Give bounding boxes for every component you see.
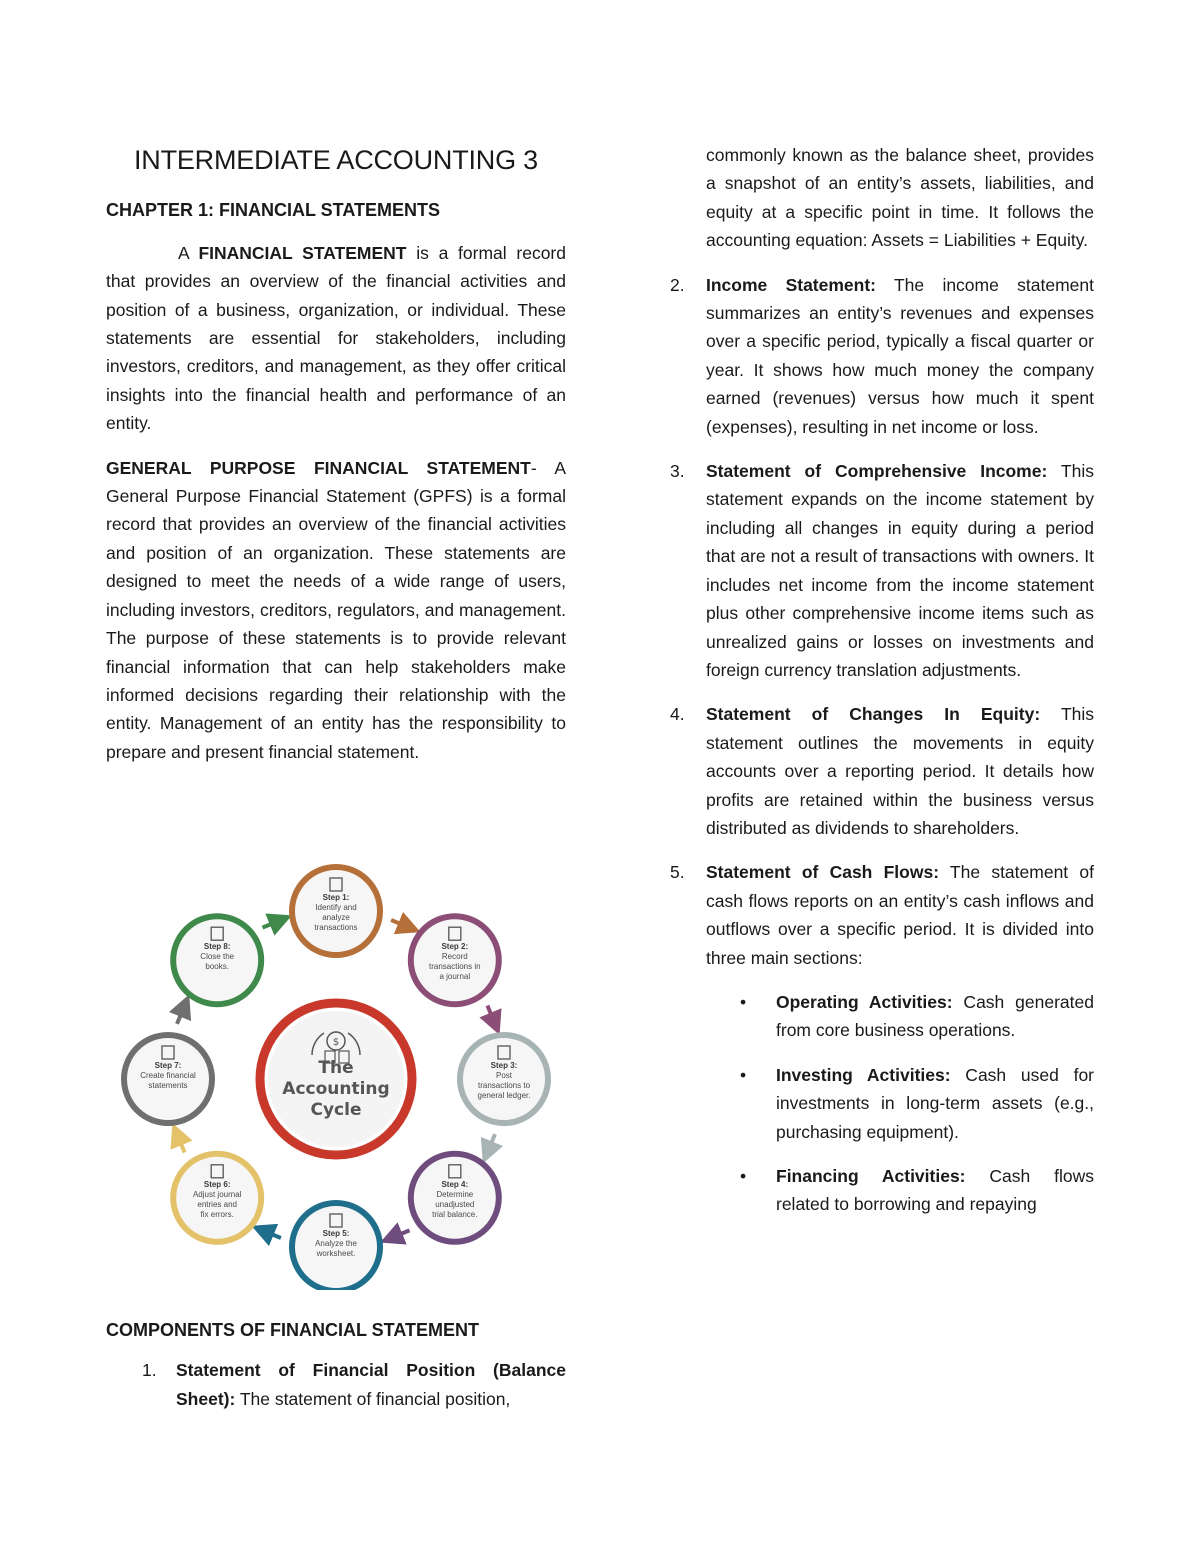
component-term: Statement of Cash Flows: [706,862,940,883]
component-term: Income Statement: [706,274,876,295]
center-line-2: Accounting [282,1079,390,1099]
step-description-line: Analyze the [315,1239,357,1248]
step-5-circle [292,1203,380,1290]
step-description-line: unadjusted [435,1199,475,1209]
component-text: The income statement summarizes an entity’s revenues and expenses over a specific period, typically a fiscal quarter or year. It shows how much money the company earned (revenues) versus how much it spent (expenses), resulting in net income or loss. [706,274,1094,437]
component-1-continuation: commonly known as the balance sheet, provides a snapshot of an entity’s assets, liabilities, and equity at a specific point in time. It follows the accounting equation: Assets = Liabilities + Equity. [706,145,1094,251]
bullet-text: Cash used for investments in long-term assets (e.g., purchasing equipment). [776,1064,1095,1142]
cash-flow-bullet-financing [670,1162,1094,1219]
step-title: Step 2: [441,942,469,952]
step-6-circle [173,1154,261,1242]
bullet-term: Investing Activities: [776,1064,951,1085]
step-title: Step 1: [322,893,350,902]
document-title: INTERMEDIATE ACCOUNTING 3 [133,145,539,175]
component-text: This statement outlines the movements in equity accounts over a reporting period. It details how profits are retained within the business versus distributed as dividends to shareholders. [706,704,1095,838]
center-circle [260,1003,412,1155]
chapter-heading: CHAPTER 1: FINANCIAL STATEMENTS [106,200,441,221]
cycle-arrow [263,920,281,928]
cycle-arrow [177,1134,185,1152]
step-title: Step 8: [203,942,231,952]
step-description-line: analyze [322,913,350,922]
component-text: This statement expands on the income statement by including all changes in equity during a period that are not a result of transactions with owners. It includes net income from the income statement plus other comprehensive income items such as unrealized gains or losses on investments and foreign currency translation adjustments. [706,461,1094,680]
svg-text:$: $ [332,1037,340,1048]
step-description-line: general ledger. [477,1091,531,1100]
component-number: 4. [670,704,685,725]
component-item-4 [670,700,1094,842]
step-description-line: transactions [314,923,358,932]
step-description-line: books. [205,962,229,972]
cycle-arrow [263,1230,281,1238]
component-item-2 [670,271,1094,441]
center-line-1: The [318,1058,354,1078]
step-description-line: transactions in [429,962,481,972]
bullet-text: Cash generated from core business operations. [776,991,1094,1041]
cycle-arrow [487,1006,495,1024]
bullet-text: Cash flows related to borrowing and repaying [776,1166,1094,1215]
step-description-line: Close the [200,952,235,962]
bullet-symbol: • [740,991,747,1012]
step-description-line: Create financial [140,1071,196,1080]
step-1-circle [292,867,380,955]
step-description-line: a journal [439,972,471,982]
step-description-line: Determine [436,1189,474,1199]
accounting-cycle-diagram [112,845,560,1290]
components-heading: COMPONENTS OF FINANCIAL STATEMENT [106,1320,479,1340]
step-description-line: Identify and [315,903,357,912]
intro-paragraph [106,239,566,438]
step-description-line: Record [441,952,468,962]
step-description-line: fix errors. [200,1209,234,1219]
cash-flow-bullet-operating [670,988,1094,1045]
component-term: Statement of Changes In Equity: [706,704,1041,725]
step-description-line: Adjust journal [192,1189,242,1199]
bullet-term: Operating Activities: [776,991,953,1012]
component-item-1 [106,1356,566,1413]
cycle-arrow [177,1006,185,1024]
component-text: The statement of financial position, [235,1388,511,1409]
step-7-circle [124,1035,212,1123]
cycle-arrow [391,1230,409,1238]
component-number: 1. [142,1360,157,1381]
cash-flow-bullet-investing [670,1061,1094,1146]
bullet-symbol: • [740,1166,747,1186]
component-term: Statement of Comprehensive Income: [706,461,1048,482]
step-3-circle [460,1035,548,1123]
component-number: 5. [670,862,685,883]
bullet-term: Financing Activities: [776,1166,966,1186]
component-number: 2. [670,274,685,295]
step-description-line: statements [148,1081,188,1090]
step-description-line: trial balance. [432,1209,478,1219]
step-description-line: worksheet. [316,1249,356,1258]
right-column [670,141,1094,1235]
gpfs-paragraph [106,454,566,766]
gpfs-text: - A General Purpose Financial Statement (GPFS) is a formal record that provides an overview of the financial activities and position of an organization. These statements are designed to meet the needs of a wide range of users, including investors, creditors, regulators, and management. The purpose of these statements is to provide relevant financial information that can help stakeholders make informed decisions regarding their relationship with the entity. Management of an entity has the responsibility to prepare and present financial statement. [106,457,566,762]
step-8-circle [173,916,261,1004]
step-2-circle [411,916,499,1004]
step-description-line: transactions to [477,1081,531,1090]
components-section [106,1308,566,1413]
step-title: Step 4: [441,1179,469,1189]
cycle-arrow [487,1134,495,1152]
component-text: The statement of cash flows reports on an entity’s cash inflows and outflows over a specific period. It is divided into three main sections: [706,862,1094,968]
intro-prefix: A [178,242,199,263]
center-line-3: Cycle [310,1100,362,1120]
step-title: Step 5: [322,1229,350,1238]
step-title: Step 6: [203,1179,231,1189]
bullet-symbol: • [740,1064,747,1085]
intro-term: FINANCIAL STATEMENT [198,242,407,263]
cycle-arrow [391,920,409,928]
component-term: Statement of Financial Position (Balance Sheet): [176,1360,566,1409]
step-description-line: Post [495,1071,513,1080]
intro-text: is a formal record that provides an overview of the financial activities and position of a business, organization, or individual. These statements are essential for stakeholders, including investors, creditors, and management, as they offer critical insights into the financial health and performance of an entity. [106,242,566,434]
step-description-line: entries and [197,1199,237,1209]
gpfs-term: GENERAL PURPOSE FINANCIAL STATEMENT [106,457,531,478]
step-title: Step 3: [490,1061,518,1070]
step-title: Step 7: [154,1061,182,1070]
step-4-circle [411,1154,499,1242]
component-number: 3. [670,461,685,482]
left-column [106,138,566,766]
component-item-5 [670,858,1094,972]
component-item-3 [670,457,1094,684]
